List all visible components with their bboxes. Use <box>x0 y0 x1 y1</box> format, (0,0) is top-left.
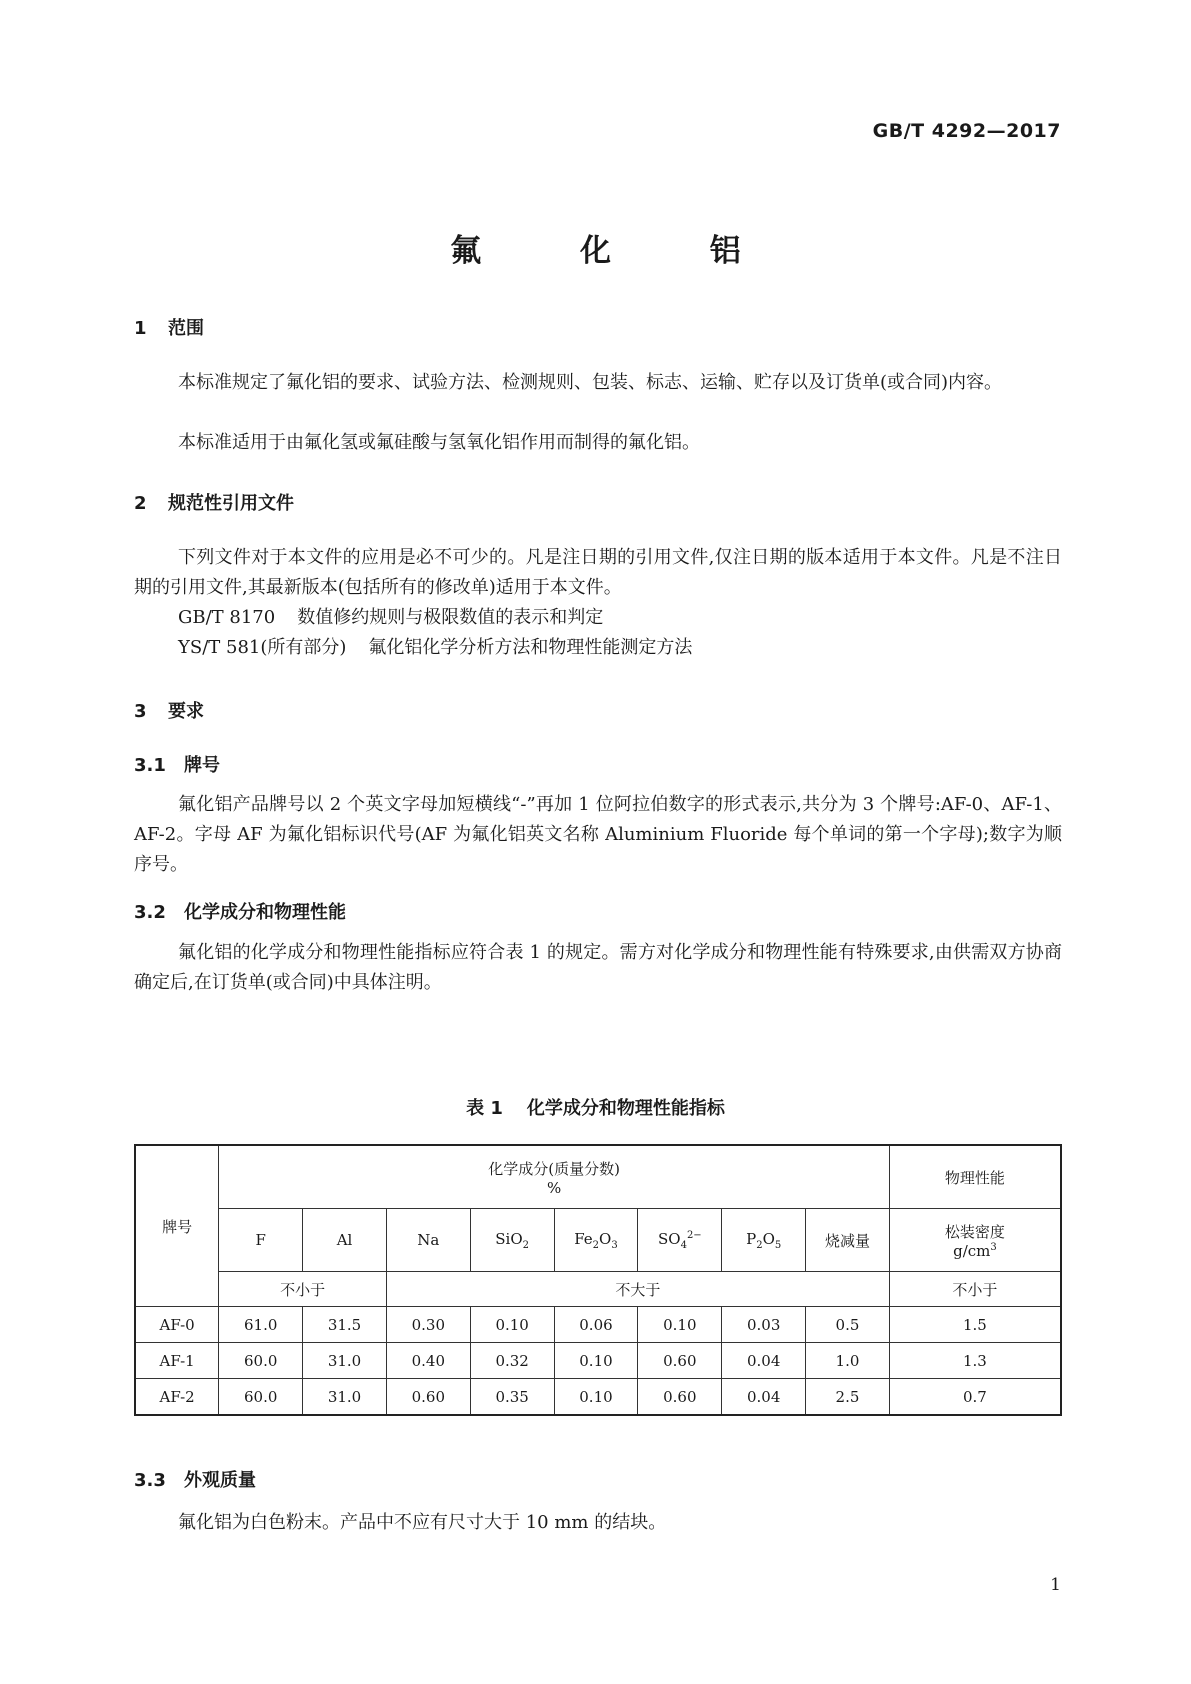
reference-title: 数值修约规则与极限数值的表示和判定 <box>297 607 604 628</box>
chem-header <box>219 1145 890 1209</box>
cell-loss: 2.5 <box>806 1379 890 1416</box>
cell-na: 0.40 <box>386 1343 470 1379</box>
section-number: 3.2 <box>134 902 166 923</box>
col-header-na: Na <box>386 1209 470 1272</box>
cell-density: 1.5 <box>889 1307 1061 1343</box>
section-2-paragraph-1: 下列文件对于本文件的应用是必不可少的。凡是注日期的引用文件,仅注日期的版本适用于本文件。凡是不注日期的引用文件,其最新版本(包括所有的修改单)适用于本文件。 <box>134 547 1062 598</box>
section-3-2-paragraph: 氟化铝的化学成分和物理性能指标应符合表 1 的规定。需方对化学成分和物理性能有特殊要求,由供需双方协商确定后,在订货单(或合同)中具体注明。 <box>134 942 1062 993</box>
cell-density: 0.7 <box>889 1379 1061 1416</box>
limit-min-header: 不小于 <box>219 1272 387 1307</box>
col-header-p2o5: $P_2O_5$ <box>722 1209 806 1272</box>
cell-grade: AF-2 <box>135 1379 219 1416</box>
cell-na: 0.60 <box>386 1379 470 1416</box>
cell-loss: 1.0 <box>806 1343 890 1379</box>
chem-header-title: 化学成分(质量分数) <box>488 1159 620 1178</box>
section-number: 3.1 <box>134 755 166 776</box>
cell-grade: AF-1 <box>135 1343 219 1379</box>
reference-code: GB/T 8170 <box>178 607 276 628</box>
standard-code: GB/T 4292—2017 <box>872 120 1061 142</box>
cell-grade: AF-0 <box>135 1307 219 1343</box>
section-title: 外观质量 <box>184 1470 256 1491</box>
col-header-fe2o3: $Fe_2O_3$ <box>554 1209 638 1272</box>
cell-f: 60.0 <box>219 1379 303 1416</box>
grade-header: 牌号 <box>135 1145 219 1307</box>
section-1-heading <box>134 314 204 340</box>
section-title: 规范性引用文件 <box>168 493 294 514</box>
section-title: 牌号 <box>184 755 220 776</box>
section-1-paragraph-2: 本标准适用于由氟化氢或氟硅酸与氢氧化铝作用而制得的氟化铝。 <box>178 432 700 453</box>
section-number: 2 <box>134 493 147 514</box>
section-number: 1 <box>134 318 147 339</box>
cell-p2o5: 0.04 <box>722 1343 806 1379</box>
cell-al: 31.0 <box>303 1379 387 1416</box>
limit-max-header: 不大于 <box>386 1272 889 1307</box>
col-header-sio2: SiO$_2$ <box>470 1209 554 1272</box>
cell-sio2: 0.35 <box>470 1379 554 1416</box>
table-number: 表 1 <box>466 1098 503 1119</box>
reference-item-2 <box>178 633 692 659</box>
section-1-paragraph-1: 本标准规定了氟化铝的要求、试验方法、检测规则、包装、标志、运输、贮存以及订货单(或合同)内容。 <box>178 372 1003 393</box>
section-number: 3 <box>134 701 147 722</box>
section-3-3-paragraph: 氟化铝为白色粉末。产品中不应有尺寸大于 10 mm 的结块。 <box>178 1512 667 1533</box>
col-header-so4: $SO_4^{2-}$ <box>638 1209 722 1272</box>
cell-p2o5: 0.03 <box>722 1307 806 1343</box>
document-title: 氟 化 铝 <box>450 233 785 269</box>
cell-al: 31.0 <box>303 1343 387 1379</box>
cell-loss: 0.5 <box>806 1307 890 1343</box>
composition-table <box>134 1144 1062 1416</box>
cell-na: 0.30 <box>386 1307 470 1343</box>
section-title: 范围 <box>168 318 204 339</box>
cell-fe2o3: 0.10 <box>554 1343 638 1379</box>
reference-item-1 <box>178 603 603 629</box>
cell-al: 31.5 <box>303 1307 387 1343</box>
cell-f: 61.0 <box>219 1307 303 1343</box>
table-title: 化学成分和物理性能指标 <box>526 1098 725 1119</box>
reference-title: 氟化铝化学分析方法和物理性能测定方法 <box>368 637 693 658</box>
cell-f: 60.0 <box>219 1343 303 1379</box>
section-title: 要求 <box>168 701 204 722</box>
reference-code: YS/T 581(所有部分) <box>178 637 347 658</box>
cell-fe2o3: 0.10 <box>554 1379 638 1416</box>
col-header-loss: 烧减量 <box>806 1209 890 1272</box>
cell-fe2o3: 0.06 <box>554 1307 638 1343</box>
section-3-1-paragraph: 氟化铝产品牌号以 2 个英文字母加短横线“-”再加 1 位阿拉伯数字的形式表示,共分为 3 个牌号:AF-0、AF-1、AF-2。字母 AF 为氟化铝标识代号(AF 为氟化铝英文名称 Aluminium Fluoride 每个单词的第一个字母);数字为顺序号。 <box>134 794 1062 875</box>
section-3-heading <box>134 697 204 723</box>
col-header-f: F <box>219 1209 303 1272</box>
col-header-density: 松装密度 $g/cm^3$ <box>889 1209 1061 1272</box>
limit-min-density-header: 不小于 <box>889 1272 1061 1307</box>
table-row <box>135 1379 1061 1416</box>
phys-header: 物理性能 <box>889 1145 1061 1209</box>
table-caption <box>0 1094 1191 1120</box>
chem-header-unit: % <box>546 1178 562 1197</box>
table-row <box>135 1307 1061 1343</box>
section-3-3-heading <box>134 1466 256 1492</box>
table-row <box>135 1343 1061 1379</box>
col-header-al: Al <box>303 1209 387 1272</box>
cell-sio2: 0.10 <box>470 1307 554 1343</box>
cell-so4: 0.60 <box>638 1379 722 1416</box>
cell-density: 1.3 <box>889 1343 1061 1379</box>
section-2-heading <box>134 489 294 515</box>
cell-sio2: 0.32 <box>470 1343 554 1379</box>
section-number: 3.3 <box>134 1470 166 1491</box>
page-number: 1 <box>1050 1575 1061 1595</box>
section-3-1-heading <box>134 751 220 777</box>
section-title: 化学成分和物理性能 <box>184 902 346 923</box>
cell-so4: 0.10 <box>638 1307 722 1343</box>
cell-p2o5: 0.04 <box>722 1379 806 1416</box>
section-3-2-heading <box>134 898 346 924</box>
cell-so4: 0.60 <box>638 1343 722 1379</box>
